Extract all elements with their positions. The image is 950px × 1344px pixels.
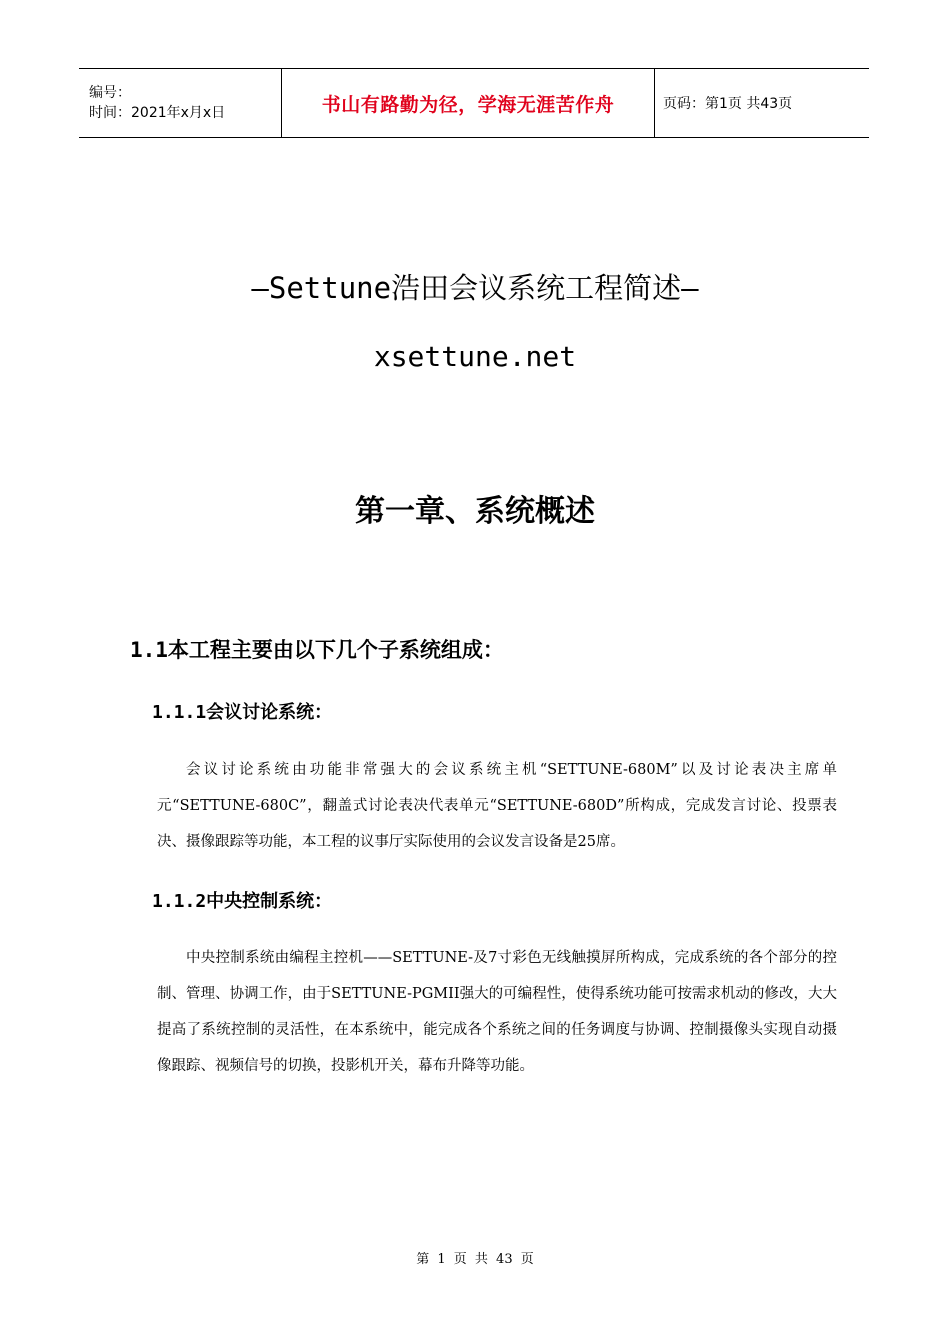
document-title: —Settune浩田会议系统工程简述— xyxy=(251,271,699,305)
header-motto: 书山有路勤为径，学海无涯苦作舟 xyxy=(321,93,615,116)
section-heading: 1.1本工程主要由以下几个子系统组成： xyxy=(130,638,504,662)
header-code-label: 编号： xyxy=(89,85,131,101)
header-page-info xyxy=(655,69,869,137)
subsection-heading-control: 1.1.2中央控制系统： xyxy=(152,891,333,912)
subsection-text-control: 中央控制系统由编程主控机——SETTUNE-及7寸彩色无线触摸屏所构成，完成系统的各个部分的控制、管理、协调工作，由于SETTUNE-PGMII强大的可编程性，使得系统功能可按需求机动的修改，大大提高了系统控制的灵活性，在本系统中，能完成各个系统之间的任务调度与协调、控制摄像头实现自动摄像跟踪、视频信号的切换，投影机开关，幕布升降等功能。 xyxy=(157,950,837,1074)
header-motto-cell xyxy=(281,69,655,137)
page-footer: 第 1 页 共 43 页 xyxy=(416,1252,534,1267)
document-header xyxy=(79,68,869,138)
document-subtitle: xsettune.net xyxy=(373,340,577,373)
chapter-title: 第一章、系统概述 xyxy=(355,494,595,529)
header-meta xyxy=(79,69,281,137)
header-page-number: 页码：第1页 共43页 xyxy=(663,96,793,112)
subsection-text-discussion: 会议讨论系统由功能非常强大的会议系统主机“SETTUNE-680M”以及讨论表决主席单元“SETTUNE-680C”，翻盖式讨论表决代表单元“SETTUNE-680D”所构成，完成发言讨论、投票表决、摄像跟踪等功能，本工程的议事厅实际使用的会议发言设备是25席。 xyxy=(157,762,837,850)
header-date-label: 时间：2021年x月x日 xyxy=(89,105,226,121)
subsection-heading-discussion: 1.1.1会议讨论系统： xyxy=(152,702,333,723)
